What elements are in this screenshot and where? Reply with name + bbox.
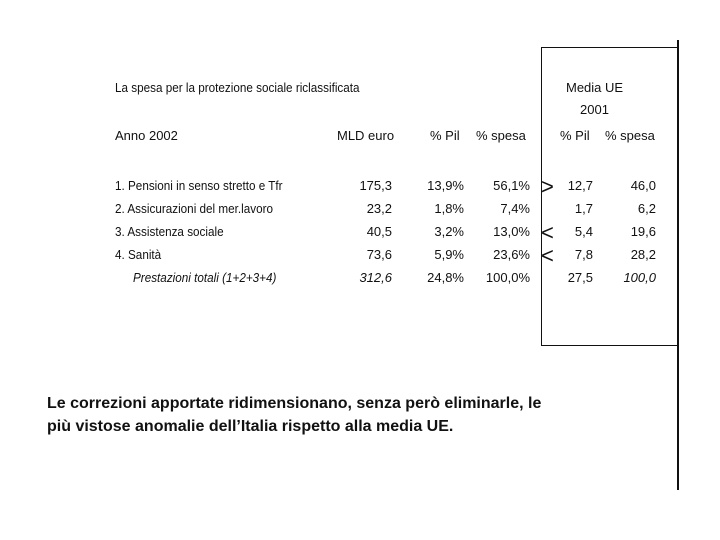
cell-ue-pil: 7,8 (574, 247, 593, 262)
ue-header-year: 2001 (580, 102, 609, 117)
cell-ue-pil: 27,5 (567, 270, 593, 285)
cell-ue-pil: 12,7 (567, 178, 593, 193)
row-label-assistenza: 3. Assistenza sociale (115, 224, 224, 239)
conclusion-line-1: Le correzioni apportate ridimensionano, senza però eliminarle, le (47, 395, 542, 412)
cell-ue-spesa: 100,0 (623, 270, 656, 285)
year-header: Anno 2002 (115, 128, 178, 143)
cell-mld: 73,6 (366, 247, 392, 262)
cell-pil: 1,8% (434, 201, 464, 216)
cell-ue-spesa: 6,2 (637, 201, 656, 216)
ue-pil-header: % Pil (560, 128, 590, 143)
spesa-header: % spesa (476, 128, 526, 143)
cell-spesa: 56,1% (493, 178, 530, 193)
cell-spesa: 100,0% (485, 270, 530, 285)
cell-spesa: 23,6% (493, 247, 530, 262)
cell-ue-pil: 5,4 (574, 224, 593, 239)
cell-ue-spesa: 19,6 (630, 224, 656, 239)
cell-mld: 175,3 (359, 178, 392, 193)
row-label-pensioni: 1. Pensioni in senso stretto e Tfr (115, 178, 283, 193)
greater-than-symbol: > (541, 174, 554, 199)
cell-pil: 5,9% (434, 247, 464, 262)
vertical-divider (677, 40, 679, 490)
row-label-sanita: 4. Sanità (115, 247, 162, 262)
ue-spesa-header: % spesa (605, 128, 655, 143)
pil-header: % Pil (430, 128, 460, 143)
cell-pil: 3,2% (434, 224, 464, 239)
row-label-totale: Prestazioni totali (1+2+3+4) (133, 270, 277, 285)
cell-spesa: 7,4% (500, 201, 530, 216)
cell-pil: 13,9% (427, 178, 464, 193)
conclusion-line-2: più vistose anomalie dell’Italia rispetto alla media UE. (47, 418, 454, 435)
ue-header-label: Media UE (566, 80, 624, 95)
cell-mld: 312,6 (359, 270, 392, 285)
cell-ue-spesa: 28,2 (630, 247, 656, 262)
less-than-symbol: < (541, 220, 554, 245)
table-title: La spesa per la protezione sociale riclassificata (115, 80, 360, 95)
less-than-symbol: < (541, 243, 554, 268)
row-label-assicurazioni: 2. Assicurazioni del mer.lavoro (115, 201, 274, 216)
mld-header: MLD euro (337, 128, 395, 143)
cell-ue-spesa: 46,0 (630, 178, 656, 193)
cell-mld: 23,2 (366, 201, 392, 216)
cell-ue-pil: 1,7 (574, 201, 593, 216)
cell-spesa: 13,0% (493, 224, 530, 239)
cell-pil: 24,8% (427, 270, 464, 285)
cell-mld: 40,5 (366, 224, 392, 239)
